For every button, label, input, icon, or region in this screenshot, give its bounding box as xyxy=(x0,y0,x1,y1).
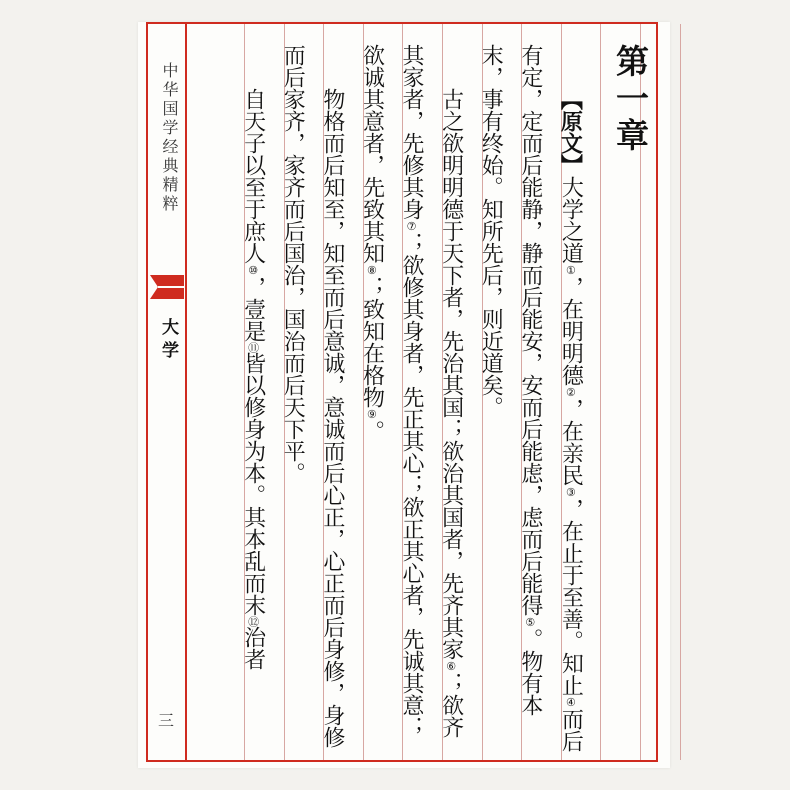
text-segment: ；欲修其身者，先正其心；欲正其心者，先诚其意；欲诚其意者，先致其知 xyxy=(359,44,425,738)
series-title: 中华国学经典精粹 xyxy=(160,62,179,214)
page-number: 三 xyxy=(157,711,174,730)
footnote-marker: ⑩ xyxy=(246,264,260,276)
margin-rule xyxy=(185,24,187,760)
paragraph xyxy=(352,44,471,754)
paragraph xyxy=(471,44,591,754)
text-segment: 。物有本末，事有终始。知所先后，则近道矣。 xyxy=(478,44,543,716)
footnote-marker: ⑪ xyxy=(246,342,260,352)
text-segment: 古之欲明明德于天下者，先治其国；欲治其国者，先齐其家 xyxy=(438,88,464,660)
text-segment: ，壹是 xyxy=(240,276,266,342)
text-segment: 而后有定，定而后能静，静而后能安，安而后能虑，虑而后能得 xyxy=(517,44,584,752)
section-label: 【原文】 xyxy=(557,88,584,176)
text-segment: 物格而后知至，知至而后意诚，意诚而后心正，心正而后身修，身修而后家齐，家齐而后国治，国治而后天下平。 xyxy=(280,44,345,748)
classical-text xyxy=(233,44,650,754)
text-segment: ，在明明德 xyxy=(558,276,584,386)
paragraph xyxy=(273,44,352,754)
footnote-marker: ⑥ xyxy=(444,660,458,672)
text-segment: 皆以修身为本。其本乱而末 xyxy=(240,352,266,616)
book-page xyxy=(138,22,670,768)
text-segment: ，在亲民 xyxy=(558,398,584,486)
column-rule xyxy=(680,24,681,760)
footnote-marker: ② xyxy=(564,386,578,398)
text-segment: 大学之道 xyxy=(558,176,584,264)
footnote-marker: ⑤ xyxy=(523,616,537,628)
footnote-marker: ① xyxy=(564,264,578,276)
text-segment: ；致知在格物 xyxy=(359,276,385,408)
section-marker-icon xyxy=(150,272,184,302)
text-segment: 自天子以至于庶人 xyxy=(240,88,266,264)
footnote-marker: ③ xyxy=(564,486,578,498)
footnote-marker: ④ xyxy=(564,696,578,708)
text-segment: 治者 xyxy=(240,626,266,670)
footnote-marker: ⑧ xyxy=(365,264,379,276)
footnote-marker: ⑫ xyxy=(246,616,260,626)
footnote-marker: ⑨ xyxy=(365,408,379,420)
book-title: 大学 xyxy=(158,318,178,364)
text-segment: ，在止于至善。知止 xyxy=(558,498,584,696)
text-segment: ；欲齐其家者，先修其身 xyxy=(399,44,464,738)
chapter-heading: 第一章 xyxy=(611,44,650,155)
text-segment: 。 xyxy=(359,420,385,442)
page-frame xyxy=(146,22,658,762)
footnote-marker: ⑦ xyxy=(405,220,419,232)
paragraph xyxy=(233,44,273,754)
